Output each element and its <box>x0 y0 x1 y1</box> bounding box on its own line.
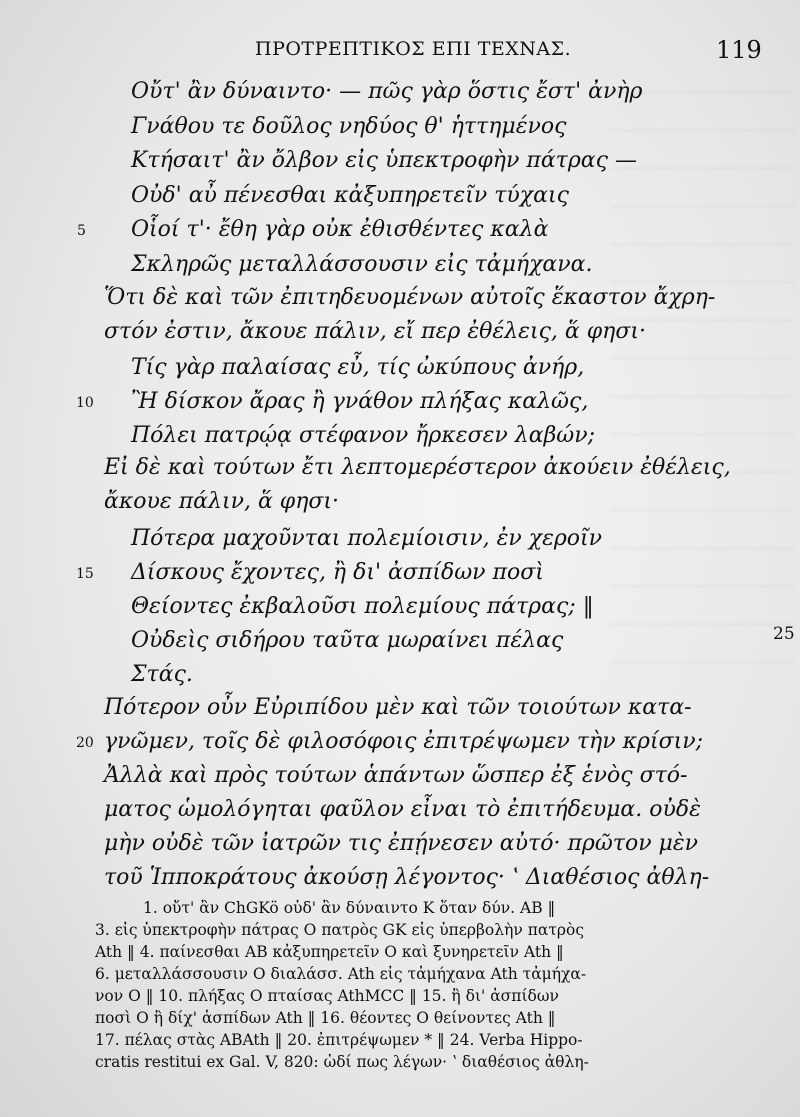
text-line: ματος ὡμολόγηται φαῦλον εἶναι τὸ ἐπιτήδευμα. οὐδὲ <box>104 797 701 822</box>
text-line: Πόλει πατρῴᾳ στέφανον ἤρκεσεν λαβών; <box>131 423 596 448</box>
text-line: μὴν οὐδὲ τῶν ἰατρῶν τις ἐπῄνεσεν αὐτό· πρῶτον μὲν <box>104 831 699 856</box>
text-line: Οἷοί τ'· ἔθη γὰρ οὐκ ἐθισθέντες καλὰ <box>131 217 549 242</box>
text-line: Πότερα μαχοῦνται πολεμίοισιν, ἐν χεροῖν <box>131 526 603 551</box>
running-header: ΠΡΟΤΡΕΠΤΙΚΟΣ ΕΠΙ ΤΕΧΝΑΣ. <box>255 38 572 60</box>
text-line: Γνάθου τε δοῦλος νηδύος θ' ἡττημένος <box>131 114 567 139</box>
text-line: Οὐδ' αὖ πένεσθαι κἀξυπηρετεῖν τύχαις <box>131 183 569 208</box>
page-number: 119 <box>716 36 762 64</box>
text-line: Οὔτ' ἂν δύναιντο· — πῶς γὰρ ὅστις ἔστ' ἀνὴρ <box>131 79 643 104</box>
footnote-line: 17. πέλας στὰς ABAth ‖ 20. ἐπιτρέψωμεν * ‖ 24. Verba Hippo- <box>95 1031 583 1049</box>
text-line: Σκληρῶς μεταλλάσσουσιν εἰς τἀμήχανα. <box>131 252 593 277</box>
text-line: Δίσκους ἔχοντες, ἢ δι' ἀσπίδων ποσὶ <box>131 560 544 585</box>
text-line: Τίς γὰρ παλαίσας εὖ, τίς ὠκύπους ἀνήρ, <box>131 355 585 380</box>
footnotes <box>95 897 765 1073</box>
text-line: στόν ἐστιν, ἄκουε πάλιν, εἴ περ ἐθέλεις, ἅ φησι· <box>104 319 646 344</box>
text-line: τοῦ Ἱπποκράτους ἀκούσῃ λέγοντος· ʽ Διαθέσιος ἀθλη- <box>104 865 710 890</box>
line-number: 15 <box>76 566 94 582</box>
margin-number: 25 <box>773 624 795 644</box>
text-line: γνῶμεν, τοῖς δὲ φιλοσόφοις ἐπιτρέψωμεν τὴν κρίσιν; <box>104 729 703 754</box>
text-line: Θείοντες ἐκβαλοῦσι πολεμίους πάτρας; ‖ <box>131 594 594 619</box>
footnote-line: νον O ‖ 10. πλήξας O πταίσας AthMCC ‖ 15. ἢ δι' ἀσπίδων <box>95 987 559 1005</box>
text-line: Ὅτι δὲ καὶ τῶν ἐπιτηδευομένων αὐτοῖς ἕκαστον ἄχρη- <box>104 285 716 310</box>
text-line: Οὐδεὶς σιδήρου ταῦτα μωραίνει πέλας <box>131 628 564 653</box>
text-line: Πότερον οὖν Εὐριπίδου μὲν καὶ τῶν τοιούτων κατα- <box>104 695 692 720</box>
footnote-line: Ath ‖ 4. παίνεσθαι AB κἀξυπηρετεῖν O καὶ ξυνηρετεῖν Ath ‖ <box>95 943 564 961</box>
line-number: 5 <box>77 223 86 239</box>
text-line: Ἢ δίσκον ἄρας ἢ γνάθον πλήξας καλῶς, <box>131 389 589 414</box>
line-number: 10 <box>76 395 94 411</box>
text-line: Εἰ δὲ καὶ τούτων ἔτι λεπτομερέστερον ἀκούειν ἐθέλεις, <box>104 455 731 480</box>
text-line: Ἀλλὰ καὶ πρὸς τούτων ἁπάντων ὥσπερ ἐξ ἑνὸς στό- <box>104 763 688 788</box>
footnote-line: 1. οὔτ' ἂν ChGKö οὐδ' ἂν δύναιντο K ὅταν δύν. AB ‖ <box>143 899 556 917</box>
text-line: Στάς. <box>131 662 193 687</box>
footnote-line: cratis restitui ex Gal. V, 820: ὡδί πως λέγων· ʽ διαθέσιος ἀθλη- <box>95 1053 589 1071</box>
line-number: 20 <box>76 735 94 751</box>
text-line: ἄκουε πάλιν, ἅ φησι· <box>104 489 340 514</box>
footnote-line: 6. μεταλλάσσουσιν O διαλάσσ. Ath εἰς τἀμήχανα Ath τἀμήχα- <box>95 965 587 983</box>
text-line: Κτήσαιτ' ἂν ὄλβον εἰς ὑπεκτροφὴν πάτρας — <box>131 148 637 173</box>
footnote-line: ποσὶ O ἢ δίχ' ἀσπίδων Ath ‖ 16. θέοντες O θείνοντες Ath ‖ <box>95 1009 556 1027</box>
bleed-through-text <box>610 70 795 670</box>
footnote-line: 3. εἰς ὑπεκτροφὴν πάτρας O πατρὸς GK εἰς ὑπερβολὴν πατρὸς <box>95 921 585 939</box>
